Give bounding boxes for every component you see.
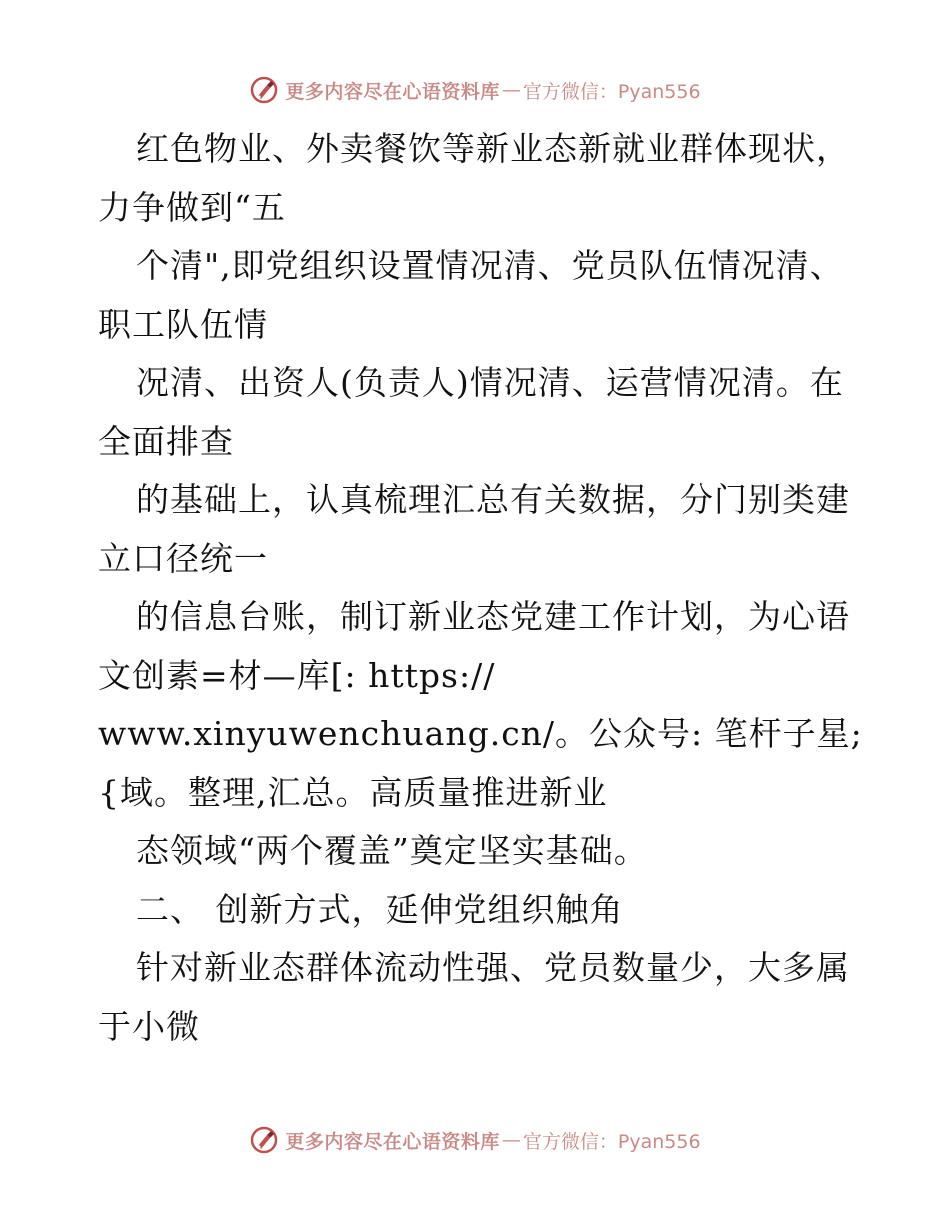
header-banner-text: 更多内容尽在心语资料库	[285, 80, 500, 103]
section-heading: 二、 创新方式，延伸党组织触角	[136, 889, 624, 929]
pen-logo-icon	[249, 75, 279, 105]
header-banner-wechat: 官方微信：Pyan556	[522, 80, 701, 103]
footer-watermark-banner	[0, 1120, 950, 1160]
body-line: 文创素=材—库[: https://	[98, 655, 496, 695]
body-line: 针对新业态群体流动性强、党员数量少，大多属	[136, 948, 850, 987]
body-line: 于小微	[98, 1006, 200, 1046]
body-line: 立口径统一	[98, 538, 268, 578]
header-banner-separator: —	[501, 79, 521, 101]
footer-banner-text: 更多内容尽在心语资料库	[285, 1130, 500, 1153]
footer-banner-separator: —	[501, 1129, 521, 1151]
body-line: www.xinyuwenchuang.cn/。公众号: 笔杆子星;	[98, 714, 863, 753]
header-watermark-banner	[0, 70, 950, 110]
footer-banner-wechat: 官方微信：Pyan556	[522, 1130, 701, 1153]
body-line: 态领域“两个覆盖”奠定坚实基础。	[136, 831, 648, 870]
body-line: 的基础上，认真梳理汇总有关数据，分门别类建	[136, 480, 850, 519]
body-line: 红色物业、外卖餐饮等新业态新就业群体现状，	[136, 129, 850, 168]
body-line: 的信息台账，制订新业态党建工作计划，为心语	[136, 597, 850, 636]
body-line: 力争做到“五	[98, 187, 286, 227]
body-line: {域。整理,汇总。高质量推进新业	[98, 772, 608, 812]
body-line: 全面排查	[98, 421, 234, 461]
body-line: 职工队伍情	[98, 304, 268, 344]
body-line: 况清、出资人(负责人)情况清、运营情况清。在	[136, 363, 844, 402]
body-line: 个清",即党组织设置情况清、党员队伍情况清、	[136, 246, 844, 285]
pen-logo-icon	[249, 1125, 279, 1155]
document-body	[98, 120, 863, 1056]
